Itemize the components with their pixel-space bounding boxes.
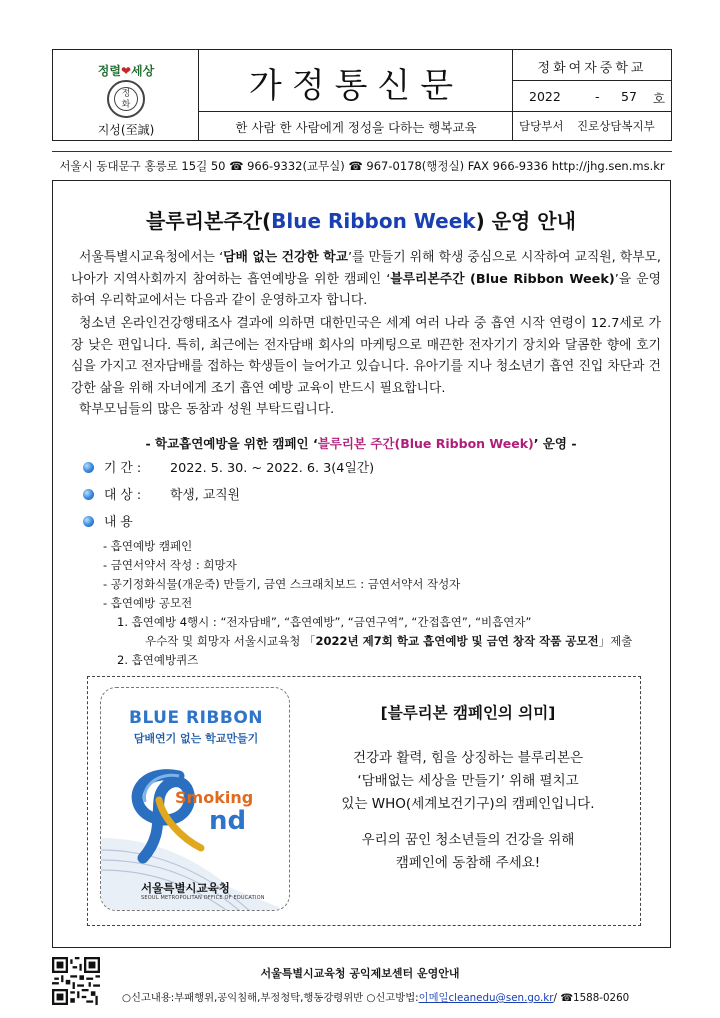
content-item: - 금연서약서 작성 : 희망자 xyxy=(103,558,237,572)
intro-paragraph xyxy=(71,247,661,312)
campaign-box xyxy=(87,676,641,926)
content-item: - 흡연예방 공모전 xyxy=(103,596,193,610)
closing-paragraph: 학부모님들의 많은 동참과 성원 부탁드립니다. xyxy=(79,402,335,417)
content-row xyxy=(83,513,623,533)
issue-cell xyxy=(513,81,671,112)
school-slogan-logo xyxy=(53,62,199,79)
school-motto-caption: 지성(至誠) xyxy=(97,123,155,137)
period-row xyxy=(83,459,623,479)
motto-text: 한 사람 한 사람에게 정성을 다하는 행복교육 xyxy=(235,120,477,135)
seal-inner xyxy=(114,87,138,111)
footer-info-pre: ○신고내용:부패행위,공익침해,부정청탁,행동강령위반 ○신고방법: xyxy=(122,992,419,1004)
contest-item-2: 2. 흡연예방퀴즈 xyxy=(117,653,199,667)
seal-char-2: 화 xyxy=(121,100,131,110)
award-post: 」제출 xyxy=(598,634,633,648)
campaign-line: 우리의 꿈인 청소년들의 건강을 위해 xyxy=(361,832,575,848)
address-divider xyxy=(52,151,672,152)
bullet-icon xyxy=(83,516,94,527)
campaign-line: ‘담배없는 세상을 만들기’ 위해 펼치고 xyxy=(357,773,579,789)
subhead-post: ’ 운영 - xyxy=(533,436,577,451)
poster-subtitle: 담배연기 없는 학교만들기 xyxy=(133,732,259,745)
issue-dash: - xyxy=(595,89,600,104)
poster-end: nd xyxy=(209,806,247,836)
header-table xyxy=(52,49,672,141)
issue-suffix: 호 xyxy=(653,91,666,106)
campaign-line: 캠페인에 동참해 주세요! xyxy=(395,855,541,871)
content-label: 내 용 xyxy=(104,515,133,530)
title-post: ) 운영 안내 xyxy=(475,209,576,233)
title-cell xyxy=(199,50,513,112)
subhead-highlight: 블루리본 주간(Blue Ribbon Week) xyxy=(317,436,534,451)
heart-icon: ❤ xyxy=(120,64,132,78)
blue-ribbon-poster xyxy=(100,687,290,911)
issue-number: 57 xyxy=(621,89,637,104)
campaign-line: 건강과 활력, 힘을 상징하는 블루리본은 xyxy=(352,750,584,766)
bullet-icon xyxy=(83,489,94,500)
contest-item-1: 1. 흡연예방 4행시 : “전자담배”, “흡연예방”, “금연구역”, “간접흡연”, “비흡연자” xyxy=(117,615,532,629)
bullet-icon xyxy=(83,462,94,473)
poster-org: 서울특별시교육청 xyxy=(141,881,230,895)
p1-e: ’을 운영하여 우리학교에서는 다음과 같이 운영하고자 합니다. xyxy=(71,271,662,308)
seal-char-1: 정 xyxy=(121,89,131,99)
page-title: 가정통신문 xyxy=(248,66,464,106)
p1-c: ’를 만들기 위해 학생 중심으로 시작하여 교직원, 학부모, 나아가 지역사회까지 참여하는 흡연예방을 위한 캠페인 ‘ xyxy=(71,250,661,287)
logo-cell xyxy=(53,50,199,140)
school-seal-icon xyxy=(107,80,145,118)
title-pre: 블루리본주간( xyxy=(146,209,272,233)
footer-email-link[interactable]: 이메일cleanedu@sen.go.kr xyxy=(418,992,554,1004)
award-contest-name: 2022년 제7회 학교 흡연예방 및 금연 창작 작품 공모전 xyxy=(315,634,599,648)
target-value: 학생, 교직원 xyxy=(170,488,240,503)
content-item: - 공기정화식물(개운죽) 만들기, 금연 스크래치보드 : 금연서약서 작성자 xyxy=(103,577,461,591)
footer-title: 서울특별시교육청 공익제보센터 운영안내 xyxy=(260,967,460,980)
campaign-line: 있는 WHO(세계보건기구)의 캠페인입니다. xyxy=(341,796,595,812)
footer-info xyxy=(122,989,629,1004)
dept-value: 진로상담복지부 xyxy=(577,119,655,133)
p1-bold-1: 담배 없는 건강한 학교 xyxy=(223,250,348,265)
period-label: 기 간 : xyxy=(104,461,142,476)
poster-title: BLUE RIBBON xyxy=(128,708,264,728)
p1-a: 서울특별시교육청에서는 ‘ xyxy=(79,250,224,265)
period-value: 2022. 5. 30. ~ 2022. 6. 3(4일간) xyxy=(170,461,375,476)
school-name: 정화여자중학교 xyxy=(537,61,647,76)
dept-cell xyxy=(513,112,671,140)
slogan-left: 정렬 xyxy=(97,64,121,78)
award-pre: 우수작 및 희망자 서울시교육청 「 xyxy=(145,634,316,648)
motto-cell xyxy=(199,112,513,140)
school-cell xyxy=(513,50,671,81)
subhead-pre: - 학교흡연예방을 위한 캠페인 ‘ xyxy=(145,436,318,451)
content-item: - 흡연예방 캠페인 xyxy=(103,539,193,553)
footer-info-post: / ☎1588-0260 xyxy=(553,992,630,1004)
title-english: Blue Ribbon Week xyxy=(271,209,476,233)
target-label: 대 상 : xyxy=(104,488,142,503)
main-content-box xyxy=(52,180,671,948)
background-paragraph: 청소년 온라인건강행태조사 결과에 의하면 대한민국은 세계 여러 나라 중 흡연 시작 연령이 12.7세로 가장 낮은 편입니다. 특히, 최근에는 전자담배 회사의 마케팅으로 매끈한 전자기기 장치와 달콤한 향에 호기심을 가지고 전자담배를 접하는 학생들이 늘어가고 있습니다. 유아기를 지나 청소년기 흡연 진입 차단과 건강한 삶을 위해 자녀에게 조기 흡연 예방 교육이 반드시 필요합니다. xyxy=(71,316,661,396)
dept-label: 담당부서 xyxy=(519,119,564,133)
p1-bold-2: 블루리본주간 (Blue Ribbon Week) xyxy=(390,271,615,287)
issue-year: 2022 xyxy=(529,89,561,104)
target-row xyxy=(83,486,623,506)
school-address: 서울시 동대문구 홍릉로 15길 50 ☎ 966-9332(교무실) ☎ 967-0178(행정실) FAX 966-9336 http://jhg.sen.ms.kr xyxy=(59,159,665,173)
document-title xyxy=(53,205,669,234)
slogan-right: 세상 xyxy=(131,64,155,78)
qr-code-icon[interactable] xyxy=(52,957,100,1005)
contest-award-line xyxy=(145,632,632,650)
poster-org-english: SEOUL METROPOLITAN OFFICE OF EDUCATION xyxy=(141,895,265,901)
campaign-heading: [블루리본 캠페인의 의미] xyxy=(380,704,556,722)
campaign-subheading xyxy=(53,434,669,452)
poster-smoking: Smoking xyxy=(175,788,254,807)
